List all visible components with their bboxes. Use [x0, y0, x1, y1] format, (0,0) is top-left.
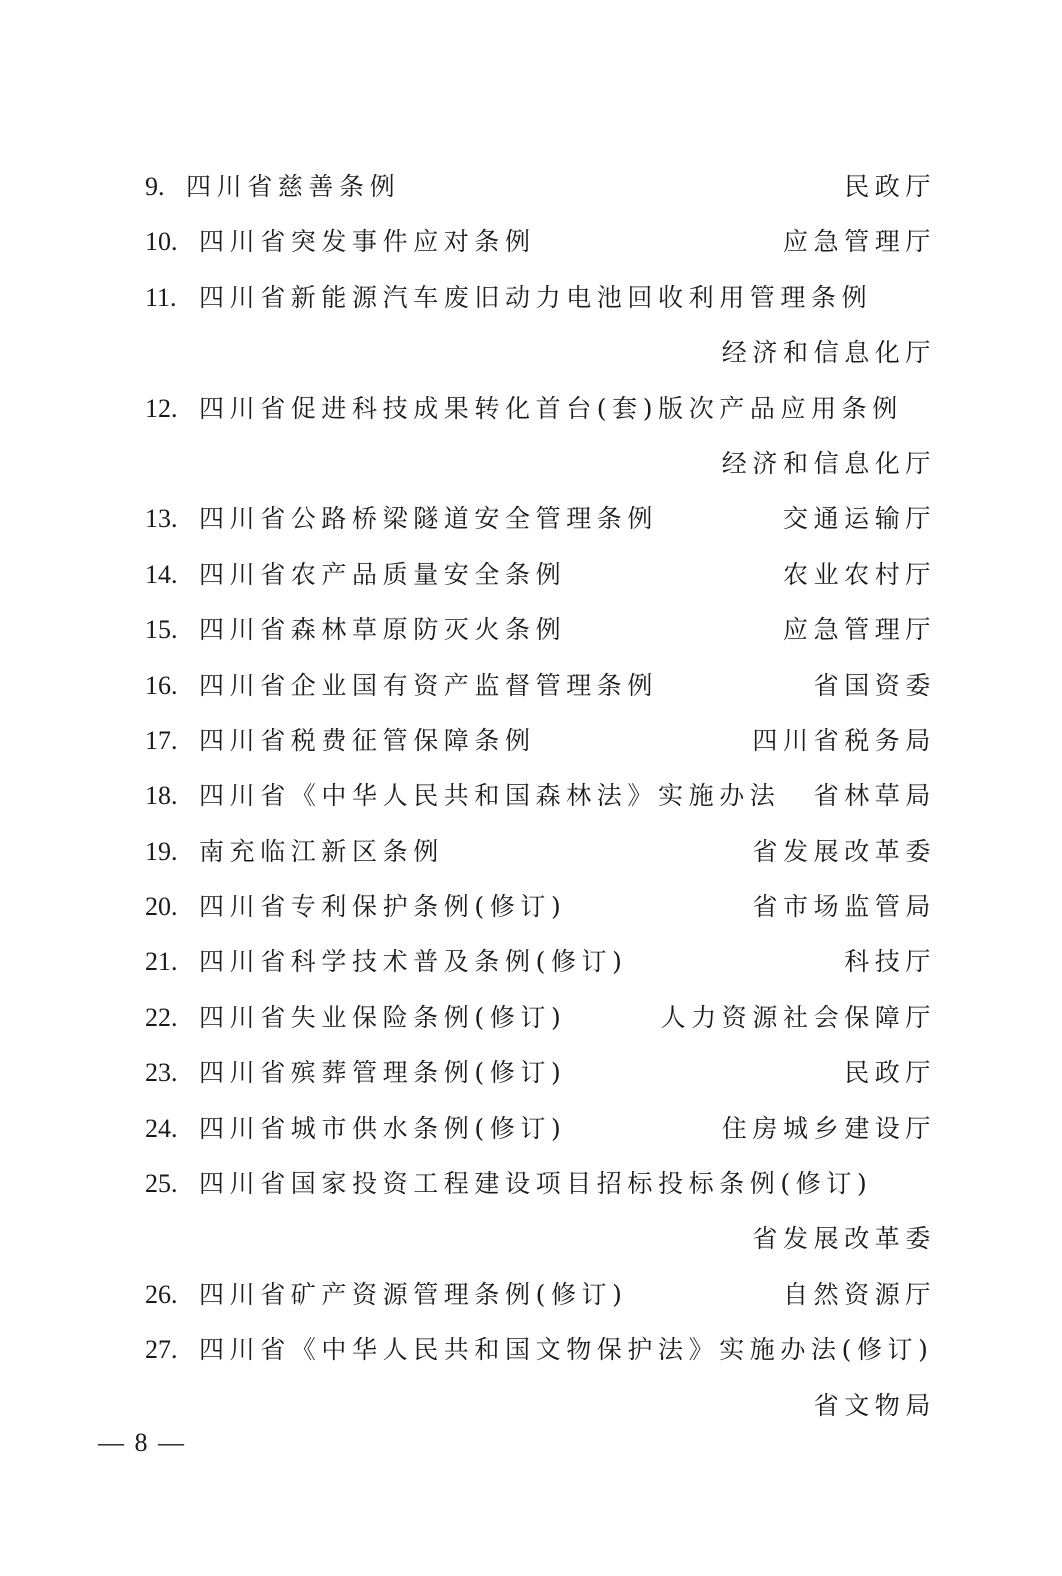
item-number: 14.	[145, 559, 178, 589]
list-item	[145, 547, 936, 602]
item-title: 四川省农产品质量安全条例	[199, 559, 567, 589]
item-title: 四川省科学技术普及条例(修订)	[199, 947, 628, 977]
item-number: 20.	[145, 892, 178, 922]
item-department: 四川省税务局	[752, 725, 936, 755]
item-number: 15.	[145, 615, 178, 645]
item-title: 四川省国家投资工程建设项目招标投标条例(修订)	[199, 1169, 873, 1199]
item-number: 25.	[145, 1169, 178, 1199]
item-title: 四川省森林草原防灭火条例	[199, 615, 567, 645]
item-number: 23.	[145, 1058, 178, 1088]
item-title: 四川省《中华人民共和国森林法》实施办法	[199, 781, 781, 811]
item-department: 交通运输厅	[782, 504, 936, 534]
item-number: 21.	[145, 947, 178, 977]
list-item	[145, 381, 930, 436]
list-item	[145, 658, 936, 713]
item-title: 四川省促进科技成果转化首台(套)版次产品应用条例	[199, 393, 903, 423]
list-item	[145, 602, 936, 657]
item-title: 四川省殡葬管理条例(修订)	[199, 1058, 567, 1088]
item-number: 18.	[145, 781, 178, 811]
item-title: 四川省矿产资源管理条例(修订)	[199, 1279, 628, 1309]
item-department: 省国资委	[813, 670, 936, 700]
item-number: 26.	[145, 1279, 178, 1309]
item-department: 经济和信息化厅	[721, 448, 936, 478]
regulation-list	[145, 159, 936, 1433]
list-item	[145, 934, 936, 989]
list-item	[145, 768, 936, 823]
item-number: 10.	[145, 227, 178, 257]
item-title: 四川省税费征管保障条例	[199, 725, 536, 755]
item-department: 自然资源厅	[782, 1279, 936, 1309]
list-item	[145, 159, 936, 214]
item-number: 17.	[145, 725, 178, 755]
item-department: 人力资源社会保障厅	[660, 1002, 936, 1032]
list-item-continuation	[145, 436, 936, 491]
list-item	[145, 270, 930, 325]
item-title: 四川省专利保护条例(修订)	[199, 892, 567, 922]
list-item	[145, 214, 936, 269]
item-number: 24.	[145, 1113, 178, 1143]
list-item	[145, 824, 936, 879]
list-item	[145, 1156, 930, 1211]
item-number: 11.	[145, 282, 177, 312]
list-item	[145, 879, 936, 934]
item-department: 农业农村厅	[782, 559, 936, 589]
item-number: 16.	[145, 670, 178, 700]
item-department: 省发展改革委	[752, 836, 936, 866]
list-item	[145, 1101, 936, 1156]
item-number: 9.	[145, 172, 165, 201]
item-department: 省文物局	[813, 1390, 936, 1420]
list-item	[145, 1267, 936, 1322]
item-title: 四川省突发事件应对条例	[199, 227, 536, 257]
list-item	[145, 990, 936, 1045]
item-title: 四川省《中华人民共和国文物保护法》实施办法(修订)	[199, 1335, 934, 1365]
list-item	[145, 713, 936, 768]
item-title: 四川省公路桥梁隧道安全管理条例	[199, 504, 659, 534]
item-department: 省发展改革委	[752, 1224, 936, 1254]
list-item	[145, 491, 936, 546]
list-item-continuation	[145, 1378, 936, 1433]
item-number: 13.	[145, 504, 178, 534]
item-title: 南充临江新区条例	[199, 836, 444, 866]
item-department: 住房城乡建设厅	[721, 1113, 936, 1143]
item-department: 民政厅	[844, 172, 936, 201]
item-department: 科技厅	[844, 947, 936, 977]
item-department: 省市场监管局	[752, 892, 936, 922]
item-department: 应急管理厅	[782, 615, 936, 645]
item-title: 四川省新能源汽车废旧动力电池回收利用管理条例	[199, 282, 873, 312]
item-number: 27.	[145, 1335, 178, 1365]
item-title: 四川省企业国有资产监督管理条例	[199, 670, 659, 700]
item-number: 22.	[145, 1002, 178, 1032]
list-item-continuation	[145, 1211, 936, 1266]
item-title: 四川省城市供水条例(修订)	[199, 1113, 567, 1143]
item-number: 19.	[145, 836, 178, 866]
list-item	[145, 1322, 934, 1377]
item-department: 经济和信息化厅	[721, 338, 936, 368]
item-title: 四川省慈善条例	[186, 172, 401, 201]
page-number: — 8 —	[98, 1428, 186, 1457]
list-item	[145, 1045, 936, 1100]
item-number: 12.	[145, 393, 178, 423]
item-department: 民政厅	[844, 1058, 936, 1088]
item-department: 省林草局	[813, 781, 936, 811]
list-item-continuation	[145, 325, 936, 380]
item-department: 应急管理厅	[782, 227, 936, 257]
item-title: 四川省失业保险条例(修订)	[199, 1002, 567, 1032]
